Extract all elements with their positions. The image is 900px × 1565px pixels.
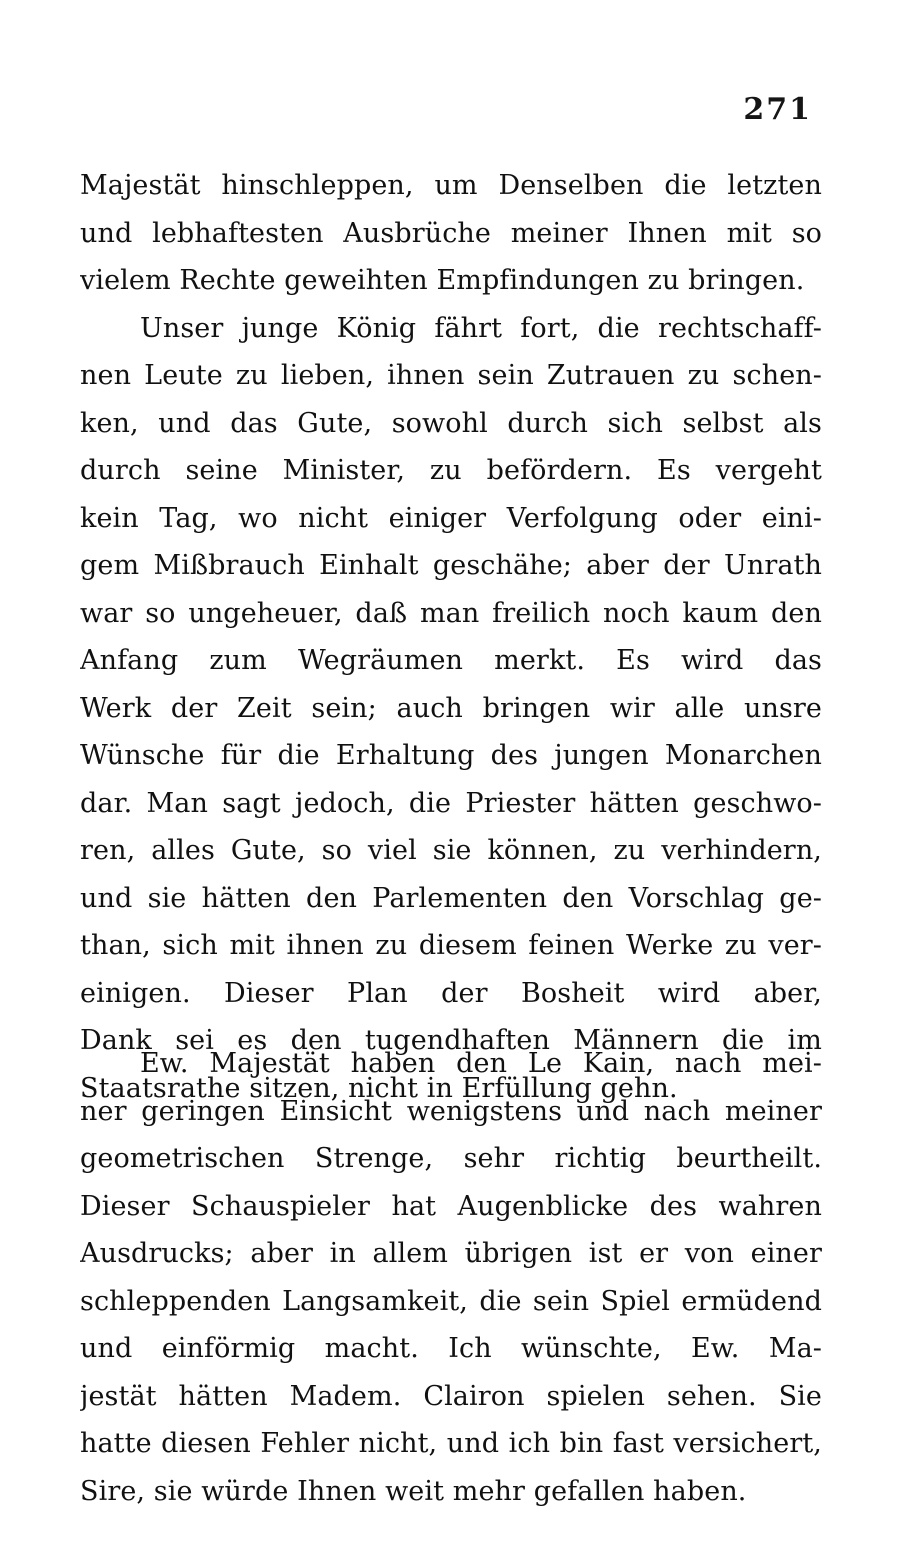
text-line: schleppenden Langsamkeit, die sein Spiel ermüdend [80, 1285, 822, 1317]
text-line: Anfang zum Wegräumen merkt. Es wird das [80, 645, 822, 676]
text-line: und sie hätten den Parlementen den Vorschlag ge- [80, 882, 822, 914]
text-line: Staatsrathe sitzen, nicht in Erfüllung gehn. [80, 1072, 678, 1104]
text-line: kein Tag, wo nicht einiger Verfolgung oder eini- [80, 502, 822, 534]
text-line: und lebhaftesten Ausbrüche meiner Ihnen mit so [80, 217, 822, 249]
text-line: than, sich mit ihnen zu diesem feinen Werke zu ver- [80, 930, 822, 961]
text-line: jestät hätten Madem. Clairon spielen sehen. Sie [80, 1380, 822, 1412]
text-line: Dank sei es den tugendhaften Männern die im [80, 1025, 822, 1056]
paragraph-new [80, 1040, 822, 1515]
text-line: einigen. Dieser Plan der Bosheit wird aber, [80, 977, 822, 1009]
text-line: Unser junge König fährt fort, die rechtschaff- [140, 312, 822, 344]
text-line: vielem Rechte geweihten Empfindungen zu bringen. [80, 265, 805, 296]
text-line: Majestät hinschleppen, um Denselben die letzten [80, 170, 822, 201]
text-line: Ausdrucks; aber in allem übrigen ist er von einer [80, 1238, 822, 1269]
text-line: Sire, sie würde Ihnen weit mehr gefallen haben. [80, 1475, 747, 1507]
text-line: Ew. Majestät haben den Le Kain, nach mei- [140, 1048, 822, 1079]
text-line: gem Mißbrauch Einhalt geschähe; aber der Unrath [80, 550, 822, 581]
text-line: durch seine Minister, zu befördern. Es vergeht [80, 455, 822, 486]
text-line: ken, und das Gute, sowohl durch sich selbst als [80, 407, 822, 439]
text-line: nen Leute zu lieben, ihnen sein Zutrauen zu schen- [80, 360, 822, 391]
text-line: hatte diesen Fehler nicht, und ich bin fast versichert, [80, 1428, 822, 1459]
text-line: ner geringen Einsicht wenigstens und nach meiner [80, 1095, 822, 1127]
page-number: 271 [743, 92, 812, 127]
text-line: war so ungeheuer, daß man freilich noch kaum den [80, 597, 822, 629]
text-line: dar. Man sagt jedoch, die Priester hätten geschwo- [80, 787, 822, 819]
text-line: und einförmig macht. Ich wünschte, Ew. Ma- [80, 1333, 822, 1364]
text-line: Werk der Zeit sein; auch bringen wir alle unsre [80, 692, 822, 724]
text-line: Dieser Schauspieler hat Augenblicke des wahren [80, 1190, 822, 1222]
text-line: geometrischen Strenge, sehr richtig beurtheilt. [80, 1143, 822, 1174]
text-line: Wünsche für die Erhaltung des jungen Monarchen [80, 740, 822, 771]
paragraph-continuation [80, 162, 822, 1112]
text-line: ren, alles Gute, so viel sie können, zu verhindern, [80, 835, 822, 866]
